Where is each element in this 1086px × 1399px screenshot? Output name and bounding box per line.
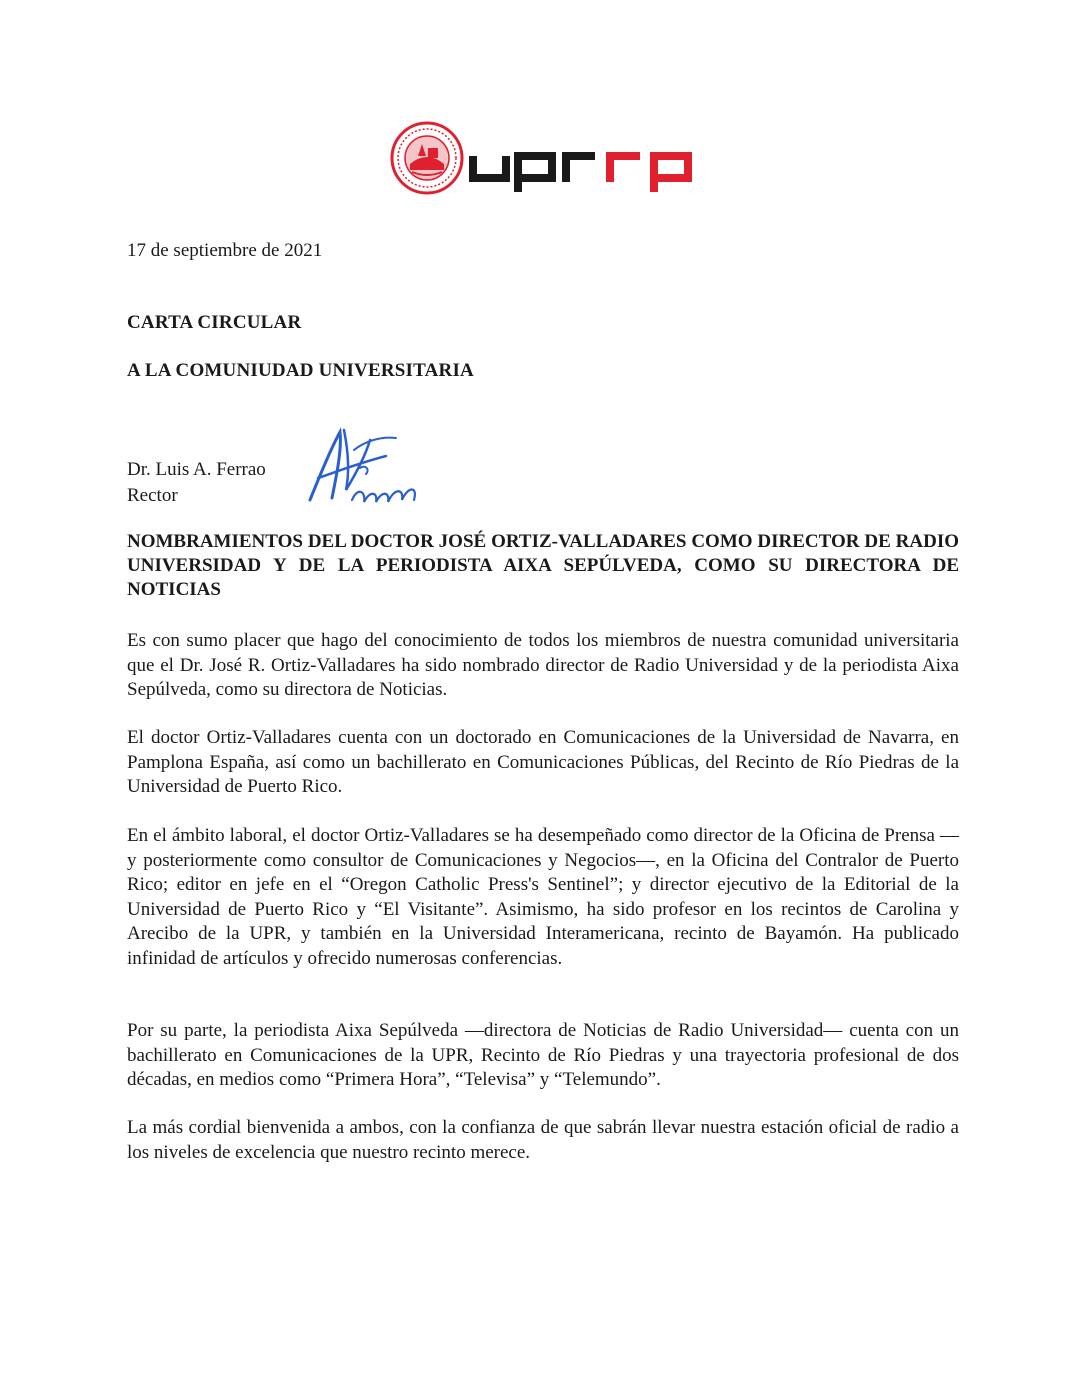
- university-seal-icon: [392, 123, 462, 193]
- recipient-heading: A LA COMUNIUDAD UNIVERSITARIA: [127, 360, 474, 381]
- uprrp-logo: [390, 120, 700, 200]
- sender-title: Rector: [127, 485, 178, 506]
- sender-name: Dr. Luis A. Ferrao: [127, 459, 266, 480]
- letter-subject: NOMBRAMIENTOS DEL DOCTOR JOSÉ ORTIZ-VALLADARES COMO DIRECTOR DE RADIO UNIVERSIDAD Y DE LA PERIODISTA AIXA SEPÚLVEDA, COMO SU DIRECTORA DE NOTICIAS: [127, 531, 959, 600]
- body-paragraph-4: Por su parte, la periodista Aixa Sepúlveda —directora de Noticias de Radio Universidad— cuenta con un bachillerato en Comunicaciones de la UPR, Recinto de Río Piedras y una trayectoria profesional de dos décadas, en medios como “Primera Hora”, “Televisa” y “Telemundo”.: [127, 1020, 959, 1090]
- body-paragraph-2: El doctor Ortiz-Valladares cuenta con un doctorado en Comunicaciones de la Universidad de Navarra, en Pamplona España, así como un bachillerato en Comunicaciones Públicas, del Recinto de Río Piedras de la Universidad de Puerto Rico.: [127, 727, 959, 797]
- letter-date: 17 de septiembre de 2021: [127, 240, 323, 261]
- body-paragraph-3: En el ámbito laboral, el doctor Ortiz-Valladares se ha desempeñado como director de la Oficina de Prensa —y posteriormente como consultor de Comunicaciones y Negocios—, en la Oficina del Contralor de Puerto Rico; editor en jefe en el “Oregon Catholic Press's Sentinel”; y director ejecutivo de la Editorial de la Universidad de Puerto Rico y “El Visitante”. Asimismo, ha sido profesor en los recintos de Carolina y Arecibo de la UPR, y también en la Universidad Interamericana, recinto de Bayamón. Ha publicado infinidad de artículos y ofrecido numerosas conferencias.: [127, 825, 959, 969]
- handwritten-signature: [296, 420, 426, 520]
- sender-block: [127, 457, 266, 509]
- body-paragraph-5: La más cordial bienvenida a ambos, con la confianza de que sabrán llevar nuestra estación oficial de radio a los niveles de excelencia que nuestro recinto merece.: [127, 1117, 959, 1163]
- letter-type-heading: CARTA CIRCULAR: [127, 312, 302, 333]
- body-paragraph-1: Es con sumo placer que hago del conocimiento de todos los miembros de nuestra comunidad universitaria que el Dr. José R. Ortiz-Valladares ha sido nombrado director de Radio Universidad y de la periodista Aixa Sepúlveda, como su directora de Noticias.: [127, 630, 959, 700]
